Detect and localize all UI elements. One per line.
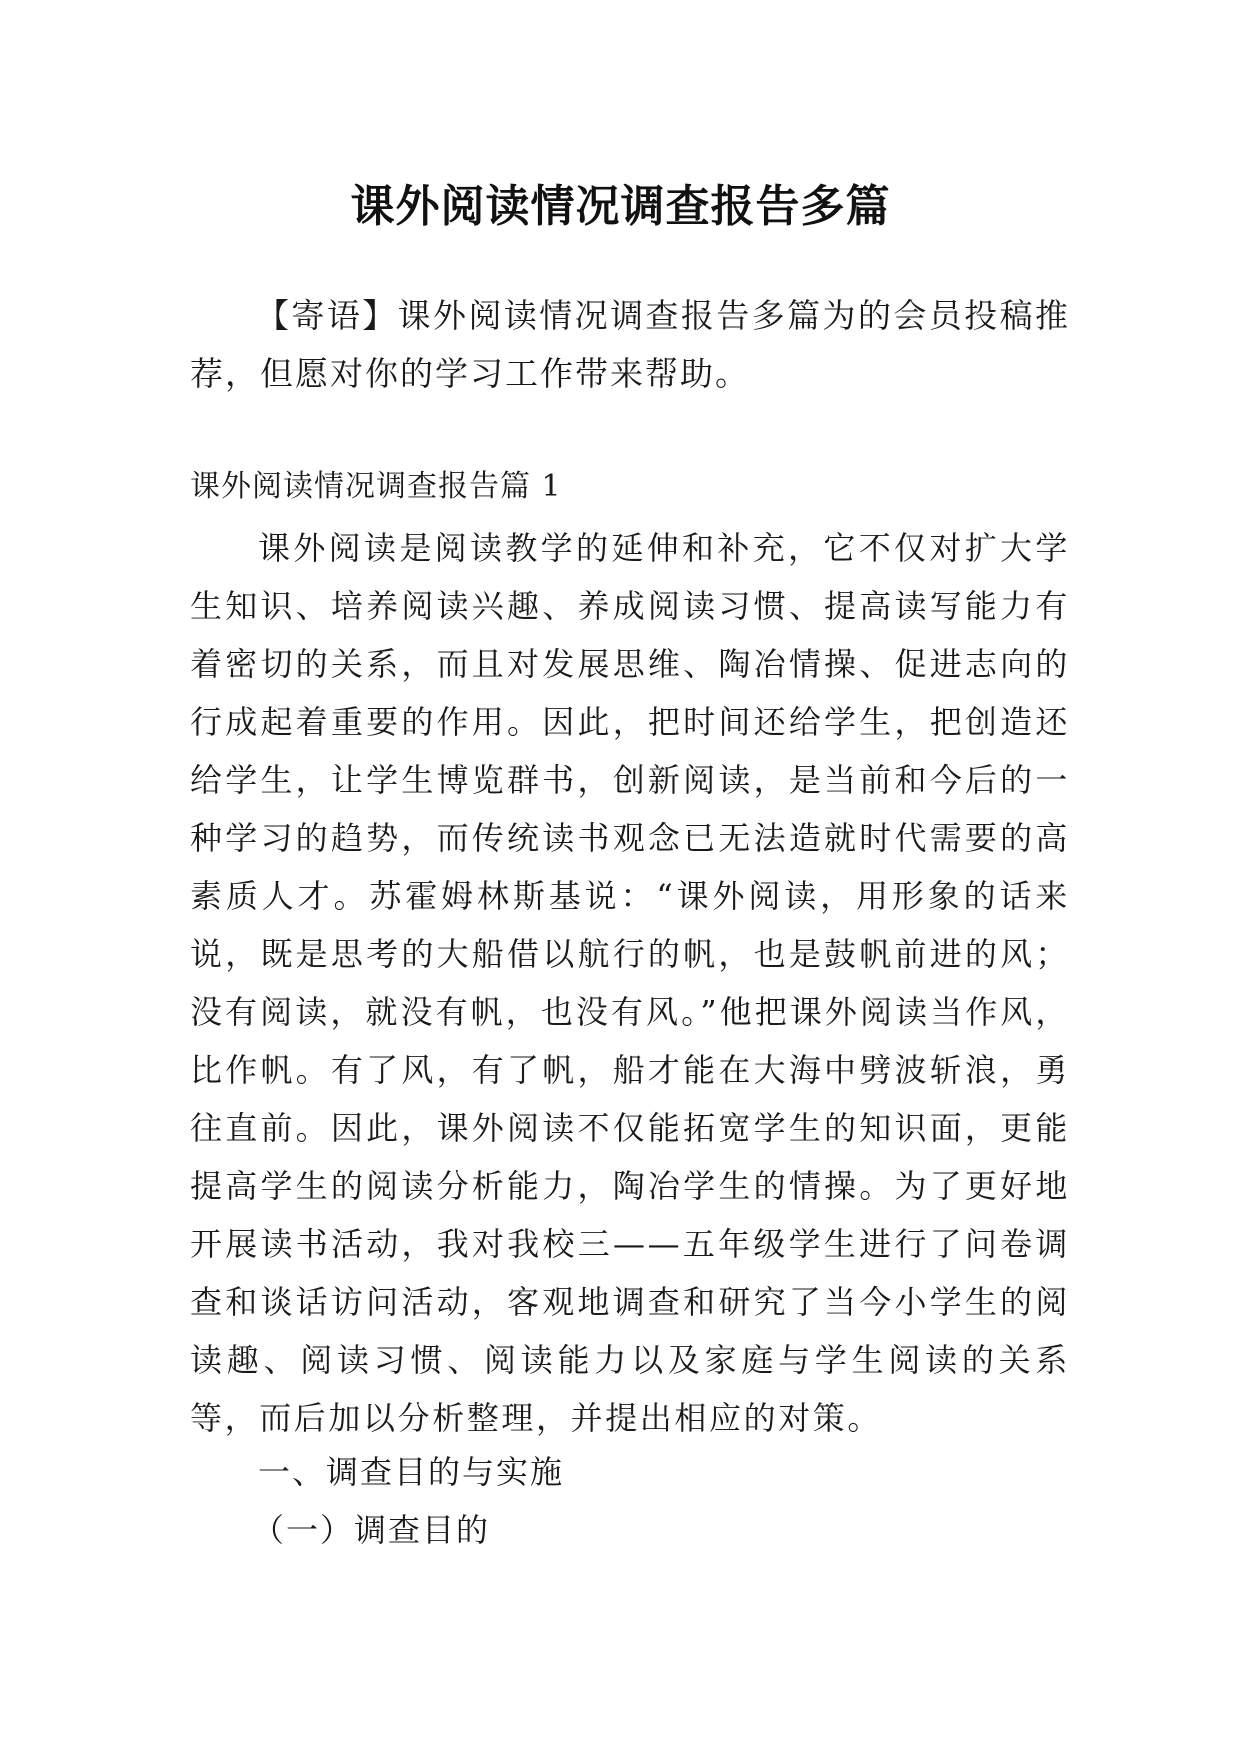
document-title: 课外阅读情况调查报告多篇 bbox=[350, 181, 891, 233]
body-paragraph: 课外阅读是阅读教学的延伸和补充，它不仅对扩大学生知识、培养阅读兴趣、养成阅读习惯、提高读写能力有着密切的关系，而且对发展思维、陶冶情操、促进志向的行成起着重要的作用。因此，把时间还给学生，把创造还给学生，让学生博览群书，创新阅读，是当前和今后的一种学习的趋势，而传统读书观念已无法造就时代需要的高素质人才。苏霍姆林斯基说：“课外阅读，用形象的话来说，既是思考的大船借以航行的帆，也是鼓帆前进的风；没有阅读，就没有帆，也没有风。”他把课外阅读当作风，比作帆。有了风，有了帆，船才能在大海中劈波斩浪，勇往直前。因此，课外阅读不仅能拓宽学生的知识面，更能提高学生的阅读分析能力，陶冶学生的情操。为了更好地开展读书活动，我对我校三——五年级学生进行了问卷调查和谈话访问活动，客观地调查和研究了当今小学生的阅读趣、阅读习惯、阅读能力以及家庭与学生阅读的关系等，而后加以分析整理，并提出相应的对策。 bbox=[190, 529, 1070, 1437]
intro-paragraph: 【寄语】课外阅读情况调查报告多篇为的会员投稿推荐，但愿对你的学习工作带来帮助。 bbox=[190, 296, 1070, 393]
heading-survey-purpose: （一）调查目的 bbox=[252, 1511, 491, 1549]
section-title: 课外阅读情况调查报告篇 1 bbox=[190, 469, 562, 504]
heading-survey-purpose-implementation: 一、调查目的与实施 bbox=[258, 1453, 565, 1491]
